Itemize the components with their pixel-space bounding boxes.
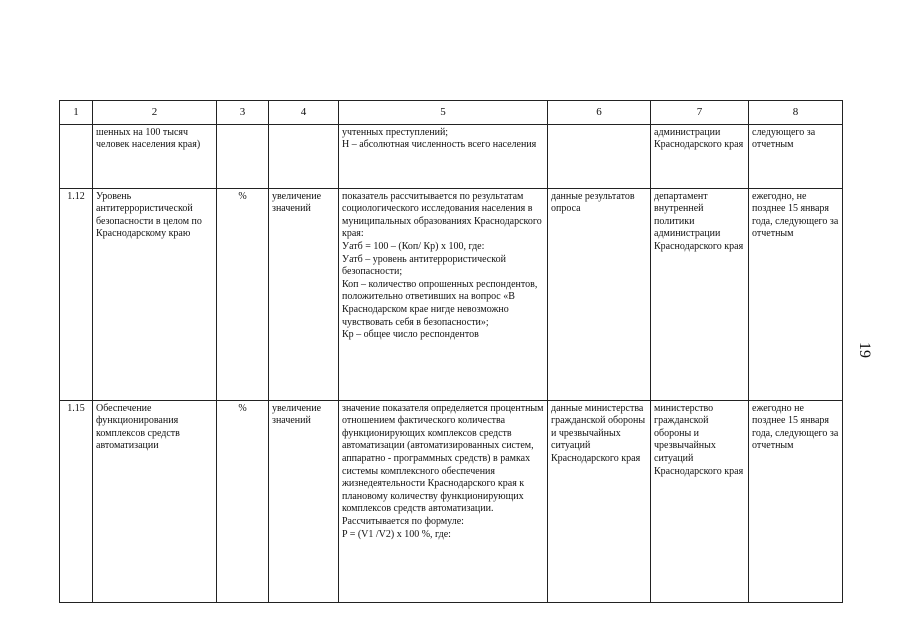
column-header: 6: [548, 101, 651, 125]
formula-definition: Уатб – уровень антитеррористической безопасности;: [342, 253, 506, 278]
source-cell: [548, 124, 651, 188]
responsible-cell: администрации Краснодарского края: [651, 124, 749, 188]
row-number: 1.12: [60, 188, 93, 400]
table-row: [60, 400, 843, 602]
method-cell: [339, 400, 548, 602]
unit-cell: [217, 124, 269, 188]
table-row: [60, 188, 843, 400]
term-cell: ежегодно, не позднее 15 января года, следующего за отчетным: [749, 188, 843, 400]
method-text: значение показателя определяется процентным отношением фактического количества функционирующих комплексов средств автоматизации (автоматизированных систем, аппаратно - программных средств) в рамках системы комплексного обеспечения жизнедеятельности Краснодарского края к плановому количеству функционирующих комплексов средств автоматизации. Рассчитывается по формуле:: [342, 402, 544, 527]
column-header: 4: [269, 101, 339, 125]
formula-line: Уатб = 100 – (Коп/ Кр) х 100, где:: [342, 240, 485, 252]
direction-cell: [269, 124, 339, 188]
indicator-name: Уровень антитеррористической безопасности в целом по Краснодарскому краю: [93, 188, 217, 400]
column-header: 2: [93, 101, 217, 125]
indicator-name: Обеспечение функционирования комплексов средств автоматизации: [93, 400, 217, 602]
direction-cell: увеличение значений: [269, 400, 339, 602]
term-cell: ежегодно не позднее 15 января года, следующего за отчетным: [749, 400, 843, 602]
term-cell: следующего за отчетным: [749, 124, 843, 188]
formula-line: P = (V1 /V2) x 100 %, где:: [342, 528, 451, 540]
indicator-name: шенных на 100 тысяч человек населения края): [93, 124, 217, 188]
source-cell: данные результатов опроса: [548, 188, 651, 400]
row-number: [60, 124, 93, 188]
unit-cell: %: [217, 400, 269, 602]
table-row: [60, 124, 843, 188]
responsible-cell: департамент внутренней политики администрации Краснодарского края: [651, 188, 749, 400]
column-header: 1: [60, 101, 93, 125]
column-header: 8: [749, 101, 843, 125]
page-number: 19: [856, 342, 873, 358]
column-header: 3: [217, 101, 269, 125]
method-text: показатель рассчитывается по результатам социологического исследования населения в муниципальных образованиях Краснодарского края:: [342, 190, 542, 240]
document-table: [59, 100, 843, 603]
method-cell: учтенных преступлений; Н – абсолютная численность всего населения: [339, 124, 548, 188]
column-header: 7: [651, 101, 749, 125]
table-header-row: [60, 101, 843, 125]
column-header: 5: [339, 101, 548, 125]
unit-cell: %: [217, 188, 269, 400]
responsible-cell: министерство гражданской обороны и чрезвычайных ситуаций Краснодарского края: [651, 400, 749, 602]
source-cell: данные министерства гражданской обороны и чрезвычайных ситуаций Краснодарского края: [548, 400, 651, 602]
formula-definition: Коп – количество опрошенных респондентов, положительно ответивших на вопрос «В Краснодарском крае нигде невозможно чувствовать себя в безопасности»;: [342, 278, 538, 328]
row-number: 1.15: [60, 400, 93, 602]
direction-cell: увеличение значений: [269, 188, 339, 400]
method-cell: [339, 188, 548, 400]
formula-definition: Кр – общее число респондентов: [342, 329, 479, 341]
